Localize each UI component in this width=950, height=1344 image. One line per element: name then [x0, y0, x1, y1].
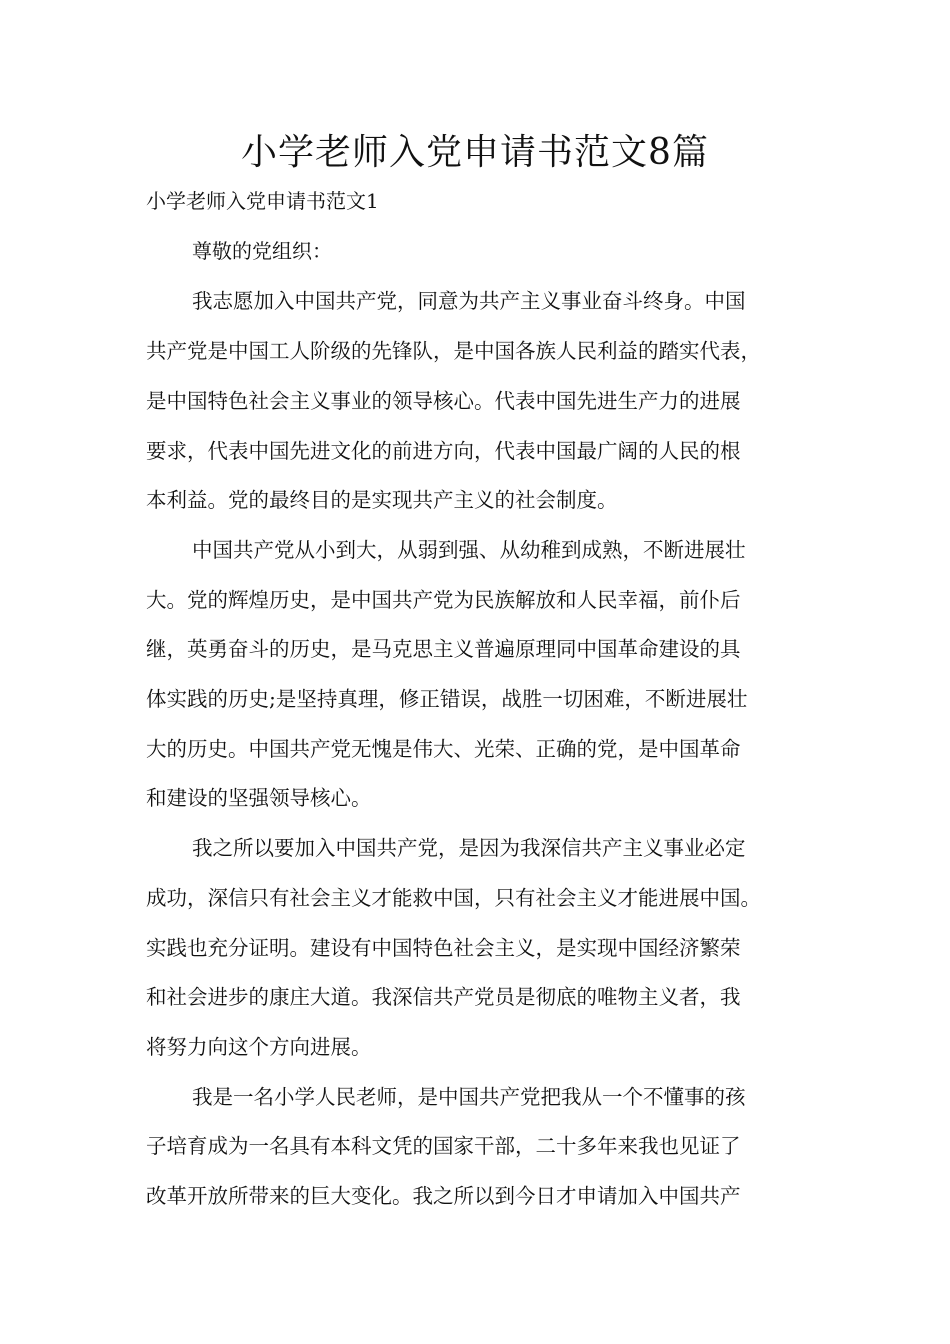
- paragraph-line: 中国共产党从小到大，从弱到强、从幼稚到成熟，不断进展壮: [192, 538, 746, 562]
- paragraph-line: 继，英勇奋斗的历史，是马克思主义普遍原理同中国革命建设的具: [146, 637, 741, 661]
- paragraph-line: 我志愿加入中国共产党，同意为共产主义事业奋斗终身。中国: [192, 289, 746, 313]
- paragraph-line: 是中国特色社会主义事业的领导核心。代表中国先进生产力的进展: [146, 389, 741, 413]
- paragraph-line: 体实践的历史;是坚持真理，修正错误，战胜一切困难，不断进展壮: [146, 687, 748, 711]
- document-title: 小学老师入党申请书范文8篇: [241, 132, 709, 173]
- paragraph-line: 改革开放所带来的巨大变化。我之所以到今日才申请加入中国共产: [146, 1184, 741, 1208]
- paragraph-line: 大的历史。中国共产党无愧是伟大、光荣、正确的党，是中国革命: [146, 737, 741, 761]
- paragraph-line: 要求，代表中国先进文化的前进方向，代表中国最广阔的人民的根: [146, 439, 741, 463]
- section-subtitle: 小学老师入党申请书范文1: [146, 189, 379, 213]
- paragraph-line: 我是一名小学人民老师，是中国共产党把我从一个不懂事的孩: [192, 1085, 746, 1109]
- paragraph-line: 子培育成为一名具有本科文凭的国家干部，二十多年来我也见证了: [146, 1134, 741, 1158]
- paragraph-line: 和社会进步的康庄大道。我深信共产党员是彻底的唯物主义者，我: [146, 985, 741, 1009]
- paragraph-line: 和建设的坚强领导核心。: [146, 786, 372, 810]
- paragraph-line: 我之所以要加入中国共产党，是因为我深信共产主义事业必定: [192, 836, 746, 860]
- salutation: 尊敬的党组织：: [192, 239, 332, 263]
- paragraph-line: 共产党是中国工人阶级的先锋队，是中国各族人民利益的踏实代表，: [146, 339, 761, 363]
- paragraph-line: 本利益。党的最终目的是实现共产主义的社会制度。: [146, 488, 618, 512]
- paragraph-line: 实践也充分证明。建设有中国特色社会主义，是实现中国经济繁荣: [146, 936, 741, 960]
- paragraph-line: 成功，深信只有社会主义才能救中国，只有社会主义才能进展中国。: [146, 886, 761, 910]
- paragraph-line: 大。党的辉煌历史，是中国共产党为民族解放和人民幸福，前仆后: [146, 588, 741, 612]
- paragraph-line: 将努力向这个方向进展。: [146, 1035, 372, 1059]
